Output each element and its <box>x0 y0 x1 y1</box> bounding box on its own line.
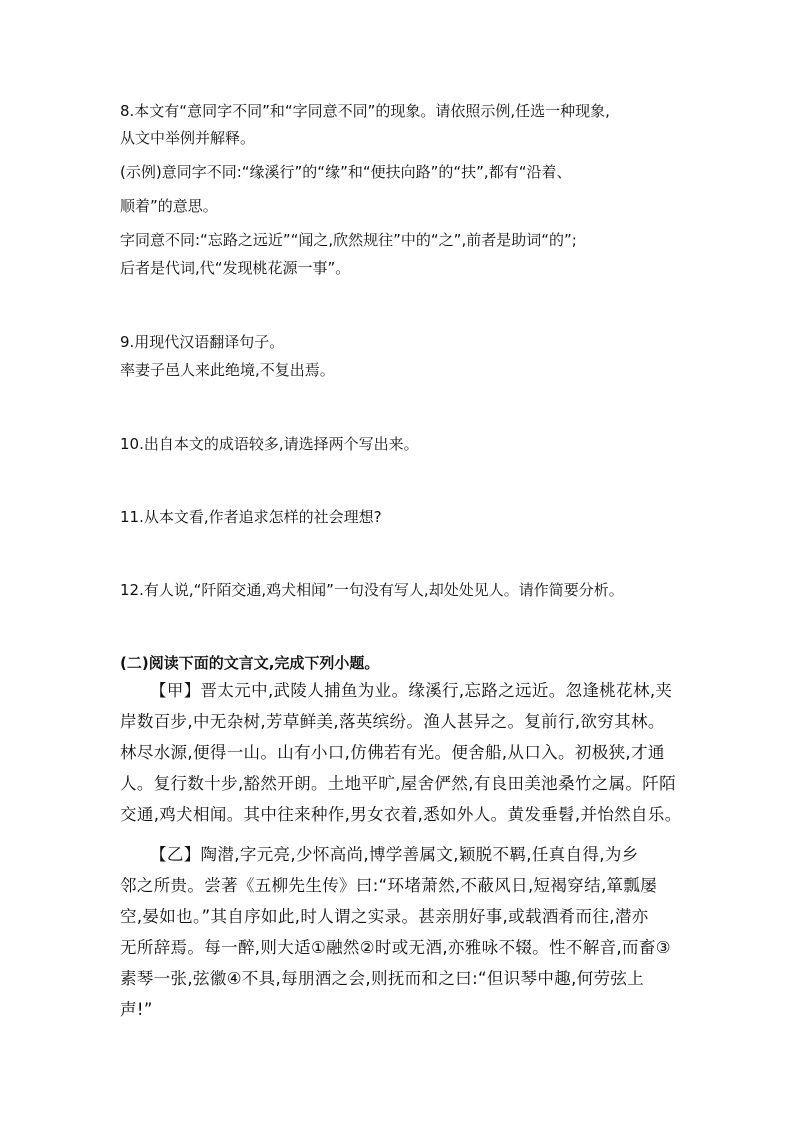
passage-a-line-4: 人。复行数十步,豁然开朗。土地平旷,屋舍俨然,有良田美池桑竹之属。阡陌 <box>120 774 676 793</box>
passage-b-line-4: 无所辞焉。每一醉,则大适①融然②时或无酒,亦雅咏不辍。性不解音,而畜③ <box>120 938 671 957</box>
q12-text: 12.有人说,“阡陌交通,鸡犬相闻”一句没有写人,却处处见人。请作简要分析。 <box>120 581 624 599</box>
q8-line-4: 顺着”的意思。 <box>120 197 218 215</box>
q8-line-2: 从文中举例并解释。 <box>120 129 256 147</box>
passage-a-line-5: 交通,鸡犬相闻。其中往来种作,男女衣着,悉如外人。黄发垂髫,并怡然自乐。 <box>120 805 682 824</box>
q11-text: 11.从本文看,作者追求怎样的社会理想? <box>120 508 382 526</box>
q8-line-3: (示例)意同字不同:“缘溪行”的“缘”和“便扶向路”的“扶”,都有“沿着、 <box>120 163 572 181</box>
section2-heading: (二)阅读下面的文言文,完成下列小题。 <box>120 654 380 672</box>
q8-line-6: 后者是代词,代“发现桃花源一事”。 <box>120 259 351 277</box>
passage-b-line-1: 【乙】陶潜,字元亮,少怀高尚,博学善属文,颖脱不羁,任真自得,为乡 <box>150 845 639 864</box>
passage-b-line-3: 空,晏如也。”其自序如此,时人谓之实录。甚亲朋好事,或载酒肴而往,潜亦 <box>120 907 649 926</box>
q10-text: 10.出自本文的成语较多,请选择两个写出来。 <box>120 435 419 453</box>
q9-title: 9.用现代汉语翻译句子。 <box>120 333 285 351</box>
q8-line-5: 字同意不同:“忘路之远近”“闻之,欣然规往”中的“之”,前者是助词“的”; <box>120 231 577 249</box>
passage-a-line-3: 林尽水源,便得一山。山有小口,仿佛若有光。便舍船,从口入。初极狭,才通 <box>120 743 665 762</box>
passage-b-line-2: 邻之所贵。尝著《五柳先生传》曰:“环堵萧然,不蔽风日,短褐穿结,箪瓢屡 <box>120 876 658 895</box>
q8-line-1: 8.本文有“意同字不同”和“字同意不同”的现象。请依照示例,任选一种现象, <box>120 102 610 120</box>
passage-a-line-2: 岸数百步,中无杂树,芳草鲜美,落英缤纷。渔人甚异之。复前行,欲穷其林。 <box>120 712 665 731</box>
q9-sentence: 率妻子邑人来此绝境,不复出焉。 <box>120 361 335 379</box>
passage-b-line-5: 素琴一张,弦徽④不具,每朋酒之会,则抚而和之曰:“但识琴中趣,何劳弦上 <box>120 969 645 988</box>
passage-a-line-1: 【甲】晋太元中,武陵人捕鱼为业。缘溪行,忘路之远近。忽逢桃花林,夹 <box>150 681 673 700</box>
passage-b-line-6: 声!” <box>120 1000 153 1019</box>
